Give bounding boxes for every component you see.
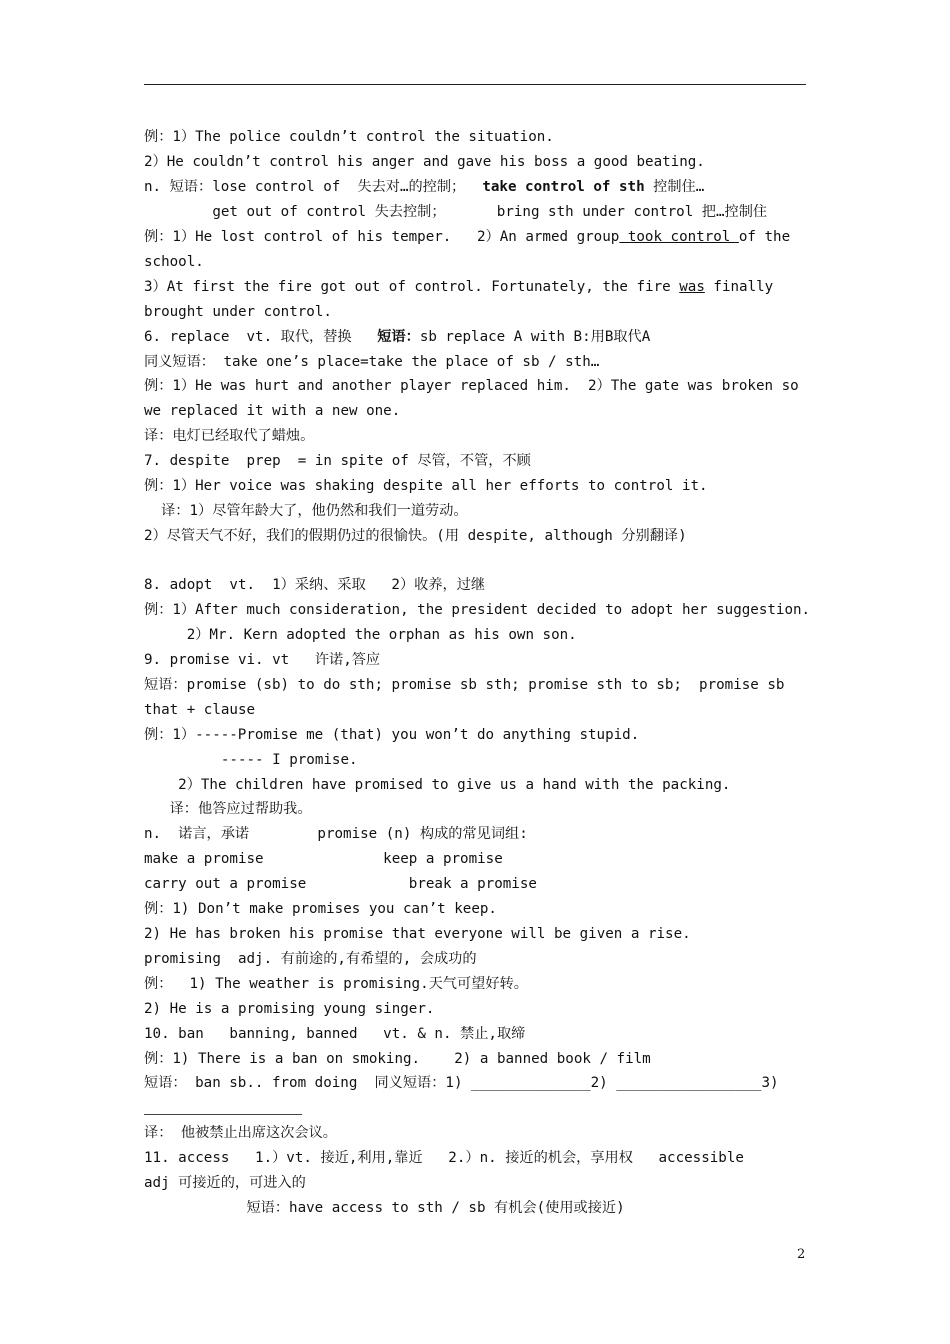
text-line: 译： 他被禁止出席这次会议。 bbox=[144, 1125, 337, 1141]
text-line: 例：1）Her voice was shaking despite all her efforts to control it. bbox=[144, 478, 708, 494]
page-number: 2 bbox=[797, 1247, 806, 1262]
text-span: 控制住… bbox=[644, 179, 705, 195]
text-line: 9. promise vi. vt 许诺,答应 bbox=[144, 652, 381, 668]
text-line: 例：1）He was hurt and another player replaced him. 2）The gate was broken so bbox=[144, 378, 799, 394]
text-line: adj 可接近的，可进入的 bbox=[144, 1175, 306, 1191]
text-line: 译：1）尽管年龄大了，他仍然和我们一道劳动。 bbox=[144, 503, 468, 519]
text-line: 8. adopt vt. 1）采纳、采取 2）收养，过继 bbox=[144, 577, 486, 593]
underlined-word: was bbox=[679, 279, 705, 295]
text-span: of the bbox=[738, 229, 791, 245]
text-span: finally bbox=[704, 279, 774, 295]
header-rule bbox=[144, 84, 806, 85]
text-line: 例：1) Don’t make promises you can’t keep. bbox=[144, 901, 497, 917]
text-line: 同义短语： take one’s place=take the place of sb / sth… bbox=[144, 354, 600, 370]
text-line: we replaced it with a new one. bbox=[144, 403, 401, 419]
text-span: 3）At first the fire got out of control. Fortunately, the fire bbox=[144, 279, 680, 295]
text-span: sb replace A with B:用B取代A bbox=[419, 329, 651, 345]
text-line: 2) He has broken his promise that everyone will be given a rise. bbox=[144, 926, 691, 942]
text-line: 例：1）After much consideration, the president decided to adopt her suggestion. bbox=[144, 602, 811, 618]
text-line: 2）He couldn’t control his anger and gave his boss a good beating. bbox=[144, 154, 705, 170]
text-line: 2）尽管天气不好，我们的假期仍过的很愉快。(用 despite, although 分别翻译) bbox=[144, 528, 687, 544]
text-line: 短语： ban sb.. from doing 同义短语：1) ______________2) _________________3) bbox=[144, 1075, 779, 1091]
text-line: 例：1) There is a ban on smoking. 2) a banned book / film bbox=[144, 1051, 651, 1067]
text-line: 短语：promise (sb) to do sth; promise sb sth; promise sth to sb; promise sb bbox=[144, 677, 785, 693]
bold-label: 短语： bbox=[377, 329, 420, 345]
text-line: 2) He is a promising young singer. bbox=[144, 1001, 435, 1017]
text-line: promising adj. 有前途的,有希望的, 会成功的 bbox=[144, 951, 477, 967]
text-line bbox=[144, 227, 806, 247]
text-line: ----- I promise. bbox=[144, 752, 358, 768]
text-line: 2）The children have promised to give us a hand with the packing. bbox=[144, 777, 731, 793]
text-line: n. 诺言，承诺 promise (n) 构成的常见词组: bbox=[144, 826, 528, 842]
text-line: 2）Mr. Kern adopted the orphan as his own son. bbox=[144, 627, 577, 643]
text-line: 短语：have access to sth / sb 有机会(使用或接近) bbox=[144, 1200, 625, 1216]
text-line: get out of control 失去控制； bring sth under control 把…控制住 bbox=[144, 204, 768, 220]
bold-phrase: take control of sth bbox=[482, 179, 645, 195]
text-line: 例：1）-----Promise me (that) you won’t do anything stupid. bbox=[144, 727, 640, 743]
text-line: brought under control. bbox=[144, 304, 332, 320]
text-line bbox=[144, 327, 806, 347]
text-line: 11. access 1.）vt. 接近,利用,靠近 2.）n. 接近的机会，享用权 accessible bbox=[144, 1150, 744, 1166]
text-line: carry out a promise break a promise bbox=[144, 876, 537, 892]
footnote-rule bbox=[144, 1114, 302, 1115]
text-line: 译：他答应过帮助我。 bbox=[144, 801, 312, 817]
text-line: 10. ban banning, banned vt. & n. 禁止,取缔 bbox=[144, 1026, 526, 1042]
text-line bbox=[144, 177, 806, 197]
text-line: 例： 1) The weather is promising.天气可望好转。 bbox=[144, 976, 528, 992]
text-span: n. 短语：lose control of 失去对…的控制； bbox=[144, 179, 483, 195]
text-line: that + clause bbox=[144, 702, 256, 718]
text-span: 例：1）He lost control of his temper. 2）An armed group bbox=[144, 229, 620, 245]
text-line: school. bbox=[144, 254, 204, 270]
text-line bbox=[144, 277, 806, 297]
text-line: 译：电灯已经取代了蜡烛。 bbox=[144, 428, 315, 444]
text-span: 6. replace vt. 取代，替换 bbox=[144, 329, 378, 345]
text-line: make a promise keep a promise bbox=[144, 851, 503, 867]
text-line: 7. despite prep = in spite of 尽管，不管，不顾 bbox=[144, 453, 531, 469]
underlined-phrase: took control bbox=[619, 229, 739, 245]
text-line: 例：1）The police couldn’t control the situation. bbox=[144, 129, 554, 145]
